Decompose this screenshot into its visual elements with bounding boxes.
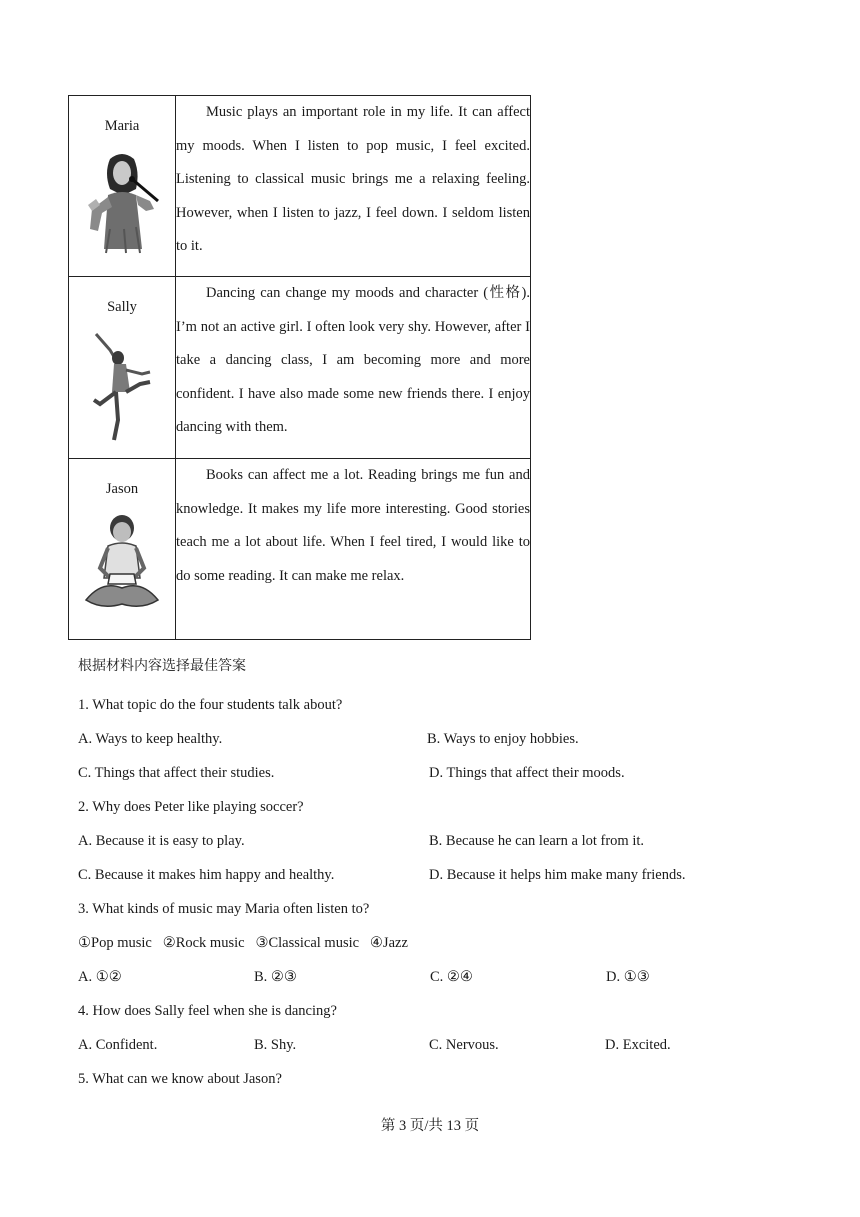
passage-cell xyxy=(176,459,531,640)
passage-text: Books can affect me a lot. Reading brings me fun and knowledge. It makes my life more interesting. Good stories teach me a lot about life. When I feel tired, I would like to do some reading. It can make me relax. xyxy=(176,467,530,584)
option-c: C. ②④ xyxy=(430,969,473,985)
option-c: C. Nervous. xyxy=(429,1037,499,1053)
option-c: C. Because it makes him happy and healthy. xyxy=(78,867,335,883)
table-row xyxy=(69,96,531,277)
option-a: A. Because it is easy to play. xyxy=(78,833,245,849)
question-stem: 2. Why does Peter like playing soccer? xyxy=(78,799,304,815)
instruction: 根据材料内容选择最佳答案 xyxy=(78,658,246,674)
option-a: A. Ways to keep healthy. xyxy=(78,731,223,747)
option-d: D. Because it helps him make many friends. xyxy=(429,867,686,883)
option-c: C. Things that affect their studies. xyxy=(78,765,275,781)
person-name: Sally xyxy=(107,299,137,315)
girl-dancing-icon xyxy=(90,330,154,442)
option-d: D. ①③ xyxy=(606,969,650,985)
passage-text: Music plays an important role in my life. It can affect my moods. When I listen to pop music, I feel excited. Listening to classical music brings me a relaxing feeling. However, when I listen to jazz, I feel down. I seldom listen to it. xyxy=(176,104,530,255)
option-a: A. Confident. xyxy=(78,1037,158,1053)
table-row xyxy=(69,459,531,640)
person-cell xyxy=(69,96,176,277)
question-stem: 5. What can we know about Jason? xyxy=(78,1071,282,1087)
person-name: Jason xyxy=(105,481,139,497)
passage-text: Dancing can change my moods and character (性格). I’m not an active girl. I often look very shy. However, after I take a dancing class, I am becoming more and more confident. I have also made some new friends there. I enjoy dancing with them. xyxy=(176,285,530,436)
option-a: A. ①② xyxy=(78,969,122,985)
passage-cell xyxy=(176,277,531,459)
person-cell xyxy=(69,277,176,459)
option-b: B. Shy. xyxy=(254,1037,297,1053)
person-cell xyxy=(69,459,176,640)
reading-table xyxy=(68,95,531,640)
table-row xyxy=(69,277,531,459)
option-b: B. ②③ xyxy=(254,969,297,985)
page-footer: 第 3 页/共 13 页 xyxy=(380,1118,480,1134)
person-name: Maria xyxy=(104,118,140,134)
option-d: D. Things that affect their moods. xyxy=(429,765,625,781)
question-choices: ①Pop music ②Rock music ③Classical music ④Jazz xyxy=(78,935,408,951)
option-d: D. Excited. xyxy=(605,1037,671,1053)
question-stem: 4. How does Sally feel when she is dancing? xyxy=(78,1003,337,1019)
passage-cell xyxy=(176,96,531,277)
girl-singing-icon xyxy=(80,149,164,255)
question-stem: 1. What topic do the four students talk about? xyxy=(78,697,343,713)
boy-reading-icon xyxy=(82,512,162,614)
option-b: B. Because he can learn a lot from it. xyxy=(429,833,645,849)
question-stem: 3. What kinds of music may Maria often listen to? xyxy=(78,901,370,917)
option-b: B. Ways to enjoy hobbies. xyxy=(427,731,579,747)
